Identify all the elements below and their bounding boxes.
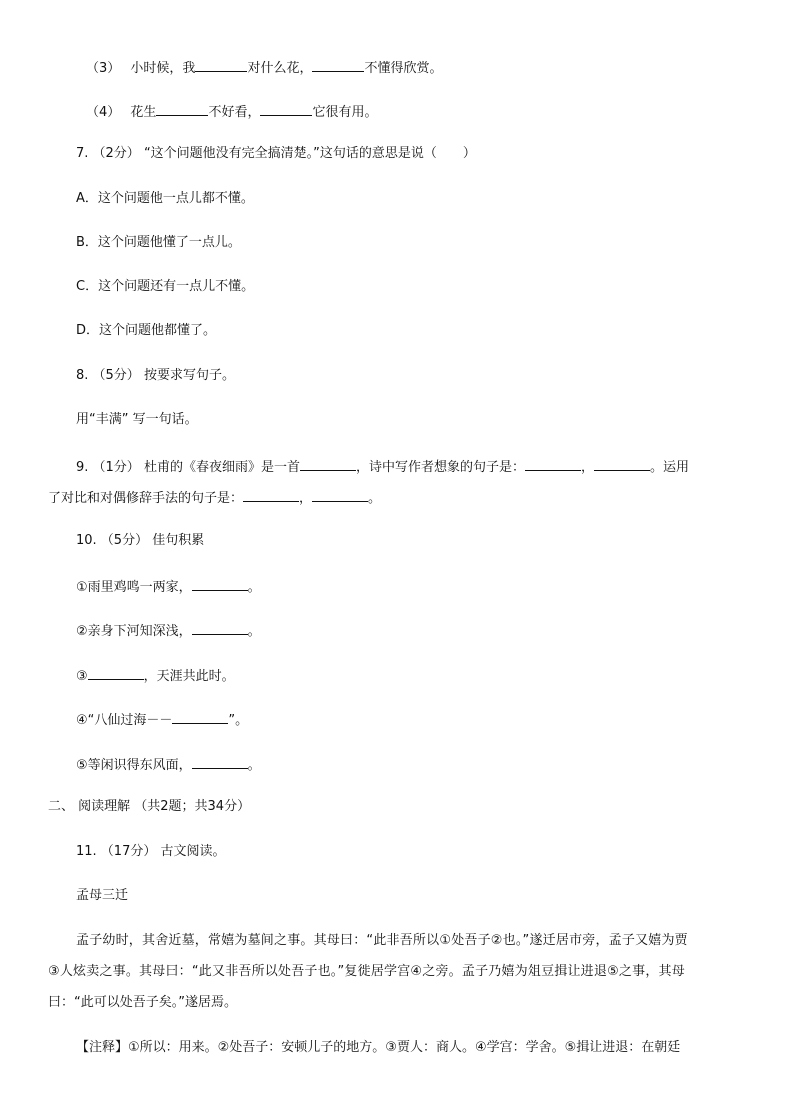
q9-text-e: 了对比和对偶修辞手法的句子是： (48, 491, 244, 506)
answer-blank[interactable] (312, 487, 368, 502)
answer-blank[interactable] (594, 456, 650, 471)
answer-blank[interactable] (525, 456, 581, 471)
q8-subprompt: 用“丰满” 写一句话。 (76, 412, 198, 427)
q6-item4-text-c: 它很有用。 (312, 105, 378, 120)
q10-item5 (76, 754, 261, 775)
q9-text-a: 9. （1分） 杜甫的《春夜细雨》是一首 (76, 460, 300, 475)
q10-item2-text: ②亲身下河知深浅， (76, 624, 192, 639)
annotation-note: 【注释】①所以：用来。②处吾子：安顿儿子的地方。③贾人：商人。④学宫：学舍。⑤揖让进退：在朝廷 (76, 1040, 681, 1055)
q9-text-f: ， (299, 491, 313, 506)
q7-option-a[interactable]: A．这个问题他一点儿都不懂。 (76, 191, 254, 206)
q8-stem: 8. （5分） 按要求写句子。 (76, 368, 235, 383)
q9-text-c: ， (580, 460, 594, 475)
answer-blank[interactable] (260, 101, 312, 116)
q9-text-b: ，诗中写作者想象的句子是： (355, 460, 525, 475)
q10-item3-text: ③ (76, 669, 88, 684)
q9-text-d: 。运用 (649, 460, 689, 475)
q6-item4-text-b: 不好看， (208, 105, 261, 120)
answer-blank[interactable] (312, 57, 364, 72)
q11-stem: 11. （17分） 古文阅读。 (76, 844, 226, 859)
q10-item4-text: ④“八仙过海－－ (76, 713, 173, 728)
q10-stem: 10. （5分） 佳句积累 (76, 533, 205, 548)
answer-blank[interactable] (192, 620, 248, 635)
passage-line-1: 孟子幼时，其舍近墓，常嬉为墓间之事。其母曰：“此非吾所以①处吾子②也。”遂迁居市旁，孟子又嬉为贾 (76, 933, 688, 948)
q10-item4 (76, 709, 248, 730)
passage-title: 孟母三迁 (76, 888, 129, 903)
section-heading: 二、 阅读理解 （共2题；共34分） (48, 799, 251, 814)
q9-text-g: 。 (368, 491, 382, 506)
q10-item2-end: 。 (247, 624, 261, 639)
q10-item3 (76, 665, 235, 686)
answer-blank[interactable] (192, 576, 248, 591)
q7-option-b[interactable]: B．这个问题他懂了一点儿。 (76, 235, 241, 250)
q7-stem: 7. （2分） “这个问题他没有完全搞清楚。”这句话的意思是说（ ） (76, 146, 476, 161)
q6-item3-text-b: 对什么花， (247, 61, 313, 76)
q9-line1 (76, 456, 689, 477)
q6-item3 (86, 57, 442, 78)
answer-blank[interactable] (172, 709, 228, 724)
q6-item4-number: （4） (86, 105, 121, 120)
answer-blank[interactable] (192, 754, 248, 769)
q6-item3-text-a: 小时候，我 (130, 61, 196, 76)
q7-option-c[interactable]: C．这个问题还有一点儿不懂。 (76, 279, 255, 294)
q6-item4-text-a: 花生 (130, 105, 157, 120)
q10-item5-end: 。 (247, 758, 261, 773)
q10-item1-text: ①雨里鸡鸣一两家， (76, 580, 192, 595)
q6-item4 (86, 101, 377, 122)
q10-item5-text: ⑤等闲识得东风面， (76, 758, 192, 773)
q10-item3-end: ，天涯共此时。 (143, 669, 235, 684)
q7-option-d[interactable]: D．这个问题他都懂了。 (76, 323, 217, 338)
q10-item4-end: ”。 (228, 713, 249, 728)
answer-blank[interactable] (88, 665, 144, 680)
q9-line2 (48, 487, 381, 508)
answer-blank[interactable] (300, 456, 356, 471)
q6-item3-text-c: 不懂得欣赏。 (364, 61, 443, 76)
passage-line-2: ③人炫卖之事。其母曰：“此又非吾所以处吾子也。”复徙居学宫④之旁。孟子乃嬉为俎豆揖让进退⑤之事，其母 (48, 964, 685, 979)
answer-blank[interactable] (195, 57, 247, 72)
q6-item3-number: （3） (86, 61, 121, 76)
q10-item2 (76, 620, 261, 641)
q10-item1-end: 。 (247, 580, 261, 595)
passage-line-3: 曰：“此可以处吾子矣。”遂居焉。 (48, 995, 237, 1010)
q10-item1 (76, 576, 261, 597)
answer-blank[interactable] (243, 487, 299, 502)
answer-blank[interactable] (156, 101, 208, 116)
